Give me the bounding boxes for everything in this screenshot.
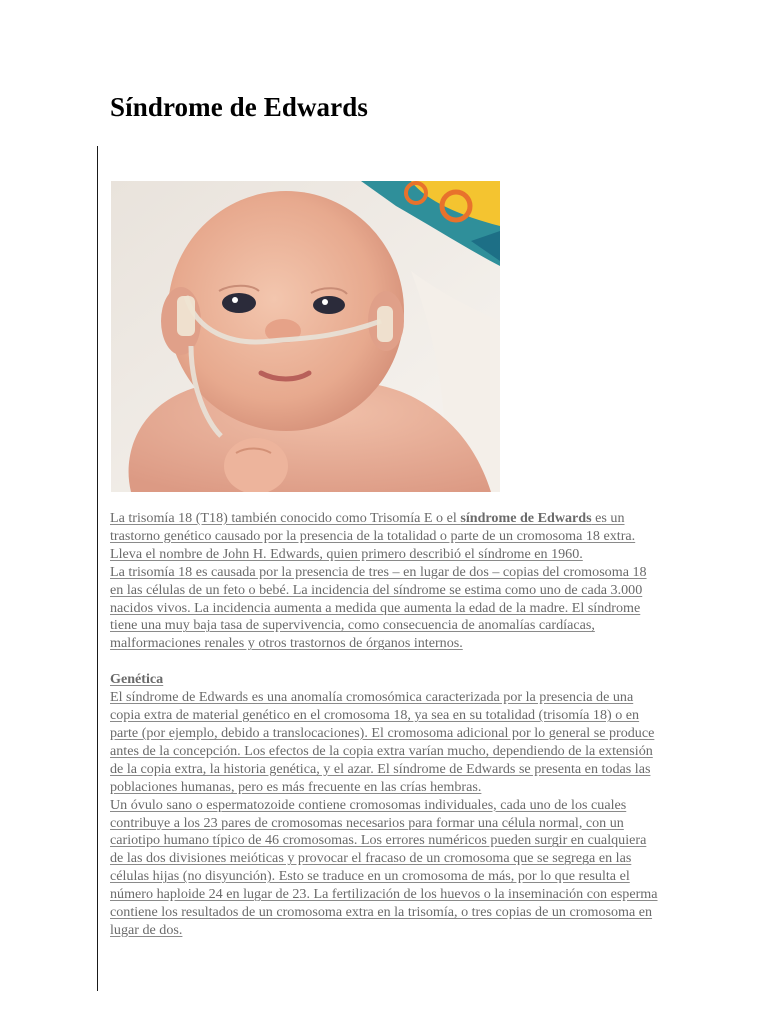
intro-text-rest: es un trastorno genético causado por la presencia de la totalidad o parte de un cromosoma 18 extra. Lleva el nombre de John H. Edwards, quien primero describió el síndrome en 1960. bbox=[110, 510, 636, 562]
paragraph-gap bbox=[110, 653, 662, 671]
paragraph-causes: La trisomía 18 es causada por la presencia de tres – en lugar de dos – copias del cromosoma 18 en las células de un feto o bebé. La incidencia del síndrome se estima como uno de cada 3.000 nacidos vivos. La incidencia aumenta a medida que aumenta la edad de la madre. El síndrome tiene una muy baja tasa de supervivencia, como consecuencia de anomalías cardíacas, malformaciones renales y otros trastornos de órganos internos. bbox=[110, 563, 647, 652]
paragraph-meiosis: Un óvulo sano o espermatozoide contiene cromosomas individuales, cada uno de los cuales contribuye a los 23 pares de cromosomas necesarios para formar una célula normal, con un cariotipo humano típico de 46 cromosomas. Los errores numéricos pueden surgir en cualquiera de las dos divisiones meióticas y provocar el fracaso de un cromosoma que se segrega en las células hijas (no disyunción). Esto se traduce en un cromosoma de más, por lo que resulta el número haploide 24 en lugar de 23. La fertilización de los huevos o la inseminación con esperma contiene los resultados de un cromosoma extra en la trisomía, o tres copias de un cromosoma en lugar de dos. bbox=[110, 796, 658, 938]
intro-text-lead: La trisomía 18 (T18) también conocido como Trisomía E o el bbox=[110, 510, 461, 526]
infant-photo-illustration bbox=[111, 181, 500, 492]
intro-bold-term: síndrome de Edwards bbox=[460, 510, 592, 526]
paragraph-genetics: El síndrome de Edwards es una anomalía cromosómica caracterizada por la presencia de una copia extra de material genético en el cromosoma 18, ya sea en su totalidad (trisomía 18) o en parte (por ejemplo, debido a translocaciones). El cromosoma adicional por lo general se produce antes de la concepción. Los efectos de la copia extra varían mucho, dependiendo de la extensión de la copia extra, la historia genética, y el azar. El síndrome de Edwards se presenta en todas las poblaciones humanas, pero es más frecuente en las crías hembras. bbox=[110, 689, 655, 795]
page-title: Síndrome de Edwards bbox=[110, 92, 368, 122]
intro-paragraph bbox=[110, 510, 662, 564]
article-body bbox=[110, 510, 662, 940]
section-heading-genetica: Genética bbox=[110, 671, 164, 688]
infant-photo bbox=[111, 181, 500, 492]
margin-rule bbox=[97, 146, 98, 991]
